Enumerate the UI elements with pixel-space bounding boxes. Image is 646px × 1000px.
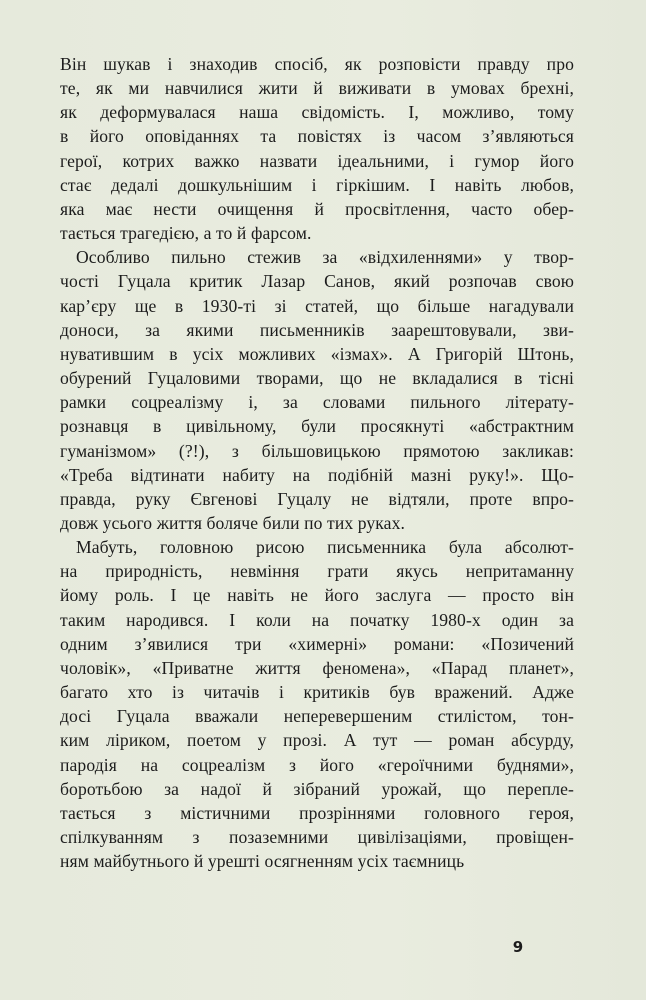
text-line: багато хто із читачів і критиків був вражений. Адже — [60, 682, 574, 703]
text-line: чоловік», «Приватне життя феномена», «Парад планет», — [60, 657, 574, 678]
text-line: яка має нести очищення й просвітлення, часто обер- — [60, 198, 574, 219]
text-line: Мабуть, головною рисою письменника була абсолют- — [76, 537, 574, 558]
text-line: стає дедалі дошкульнішим і гіркішим. І навіть любов, — [60, 174, 574, 195]
text-line: Особливо пильно стежив за «відхиленнями» у твор- — [76, 247, 574, 268]
paragraph-3 — [60, 535, 574, 873]
text-line: рамки соцреалізму і, за словами пильного літерату- — [60, 392, 574, 413]
text-line: правда, руку Євгенові Гуцалу не відтяли, проте впро- — [60, 488, 574, 509]
text-line: кар’єру ще в 1930-ті зі статей, що більше нагадували — [60, 295, 574, 316]
text-line: тається трагедією, а то й фарсом. — [60, 223, 312, 244]
text-line: одним з’явилися три «химерні» романи: «Позичений — [60, 633, 574, 654]
text-line: герої, котрих важко назвати ідеальними, і гумор його — [60, 150, 574, 171]
text-line: доноси, за якими письменників заарештовували, зви- — [60, 319, 574, 340]
text-line: на природність, невміння грати якусь непритаманну — [60, 561, 574, 582]
text-line: досі Гуцала вважали неперевершеним стилістом, тон- — [60, 706, 574, 727]
body-text — [60, 52, 574, 873]
text-line: ням майбутнього й урешті осягненням усіх таємниць — [60, 851, 465, 872]
text-line: довж усього життя боляче били по тих руках. — [60, 512, 405, 533]
text-line: гуманізмом» (?!), з більшовицькою прямотою закликав: — [60, 440, 574, 461]
paragraph-1 — [60, 52, 574, 245]
text-line: «Треба відтинати набиту на подібній мазні руку!». Що- — [60, 464, 574, 485]
page-number: 9 — [512, 938, 524, 956]
text-line: рознавця в цивільному, були просякнуті «абстрактним — [60, 416, 574, 437]
text-line: спілкуванням з позаземними цивілізаціями, провіщен- — [60, 827, 574, 847]
text-line: Він шукав і знаходив спосіб, як розповісти правду про — [60, 54, 574, 74]
text-line: в його оповіданнях та повістях із часом з’являються — [60, 126, 574, 147]
text-line: обурений Гуцаловими творами, що не вкладалися в тісні — [60, 368, 574, 389]
text-line: ким ліриком, поетом у прозі. А тут — роман абсурду, — [60, 730, 574, 751]
text-line: чості Гуцала критик Лазар Санов, який розпочав свою — [60, 271, 574, 292]
text-line: таким народився. І коли на початку 1980-х один за — [60, 609, 574, 630]
paragraph-2 — [60, 245, 574, 535]
text-line: тається з містичними прозріннями головного героя, — [60, 802, 574, 823]
text-line: нуватившим в усіх можливих «ізмах». А Григорій Штонь, — [60, 343, 574, 364]
text-line: йому роль. І це навіть не його заслуга — просто він — [60, 585, 574, 606]
text-line: те, як ми навчилися жити й виживати в умовах брехні, — [60, 78, 574, 99]
text-line: як деформувалася наша свідомість. І, можливо, тому — [60, 102, 574, 123]
text-line: боротьбою за надої й зібраний урожай, що перепле- — [60, 778, 574, 799]
text-line: пародія на соцреалізм з його «героїчними буднями», — [60, 754, 574, 775]
